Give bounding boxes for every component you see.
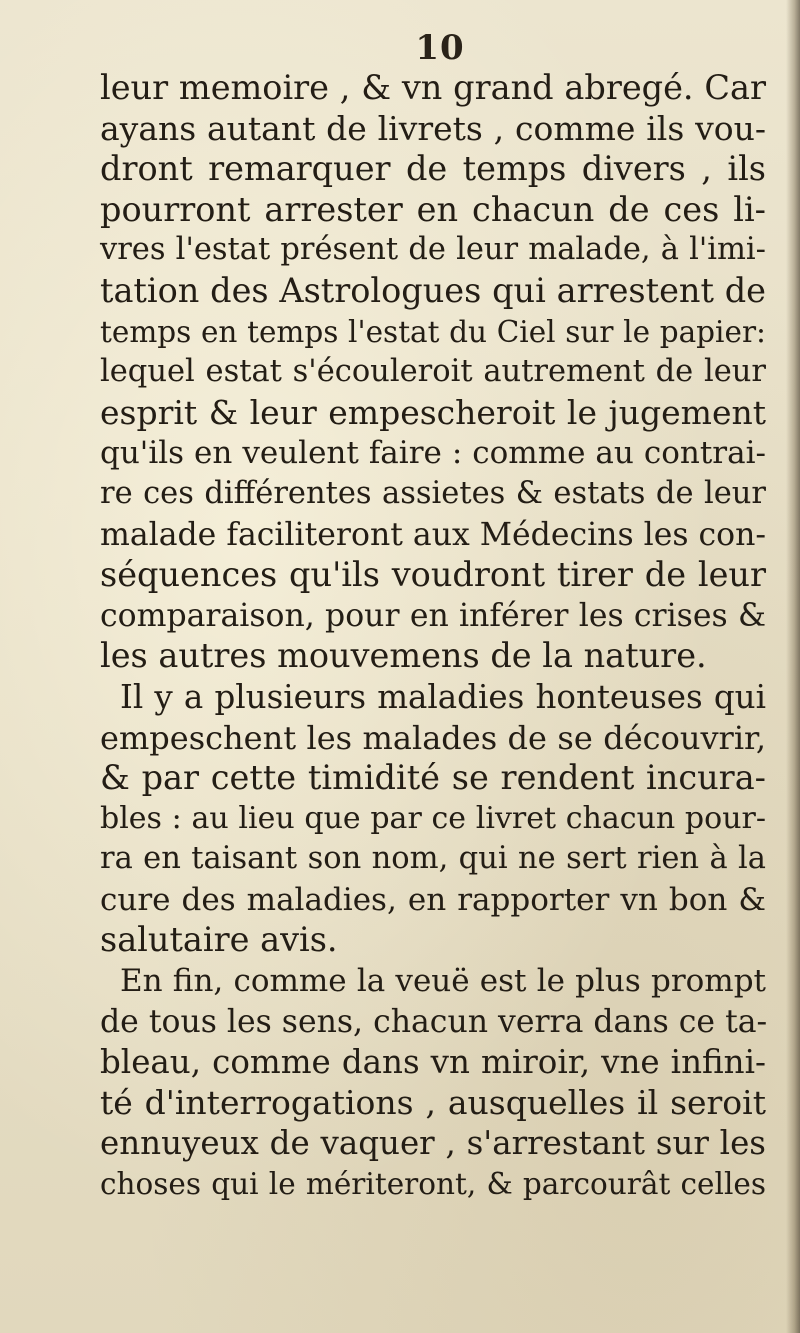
text-line: temps en temps l'estat du Ciel sur le papier:: [100, 314, 766, 349]
text-line: En fin, comme la veuë est le plus prompt: [120, 963, 766, 1000]
paragraph-3: [100, 961, 766, 1205]
text-line: té d'interrogations , ausquelles il seroit: [100, 1082, 766, 1122]
text-line: bleau, comme dans vn miroir, vne infini-: [100, 1043, 766, 1082]
text-line: comparaison, pour en inférer les crises &: [100, 597, 766, 634]
text-line: cure des maladies, en rapporter vn bon &: [100, 881, 766, 918]
text-line: choses qui le mériteront, & parcourât celles: [100, 1167, 766, 1202]
text-line: tation des Astrologues qui arrestent de: [100, 270, 766, 310]
text-line: qu'ils en veulent faire : comme au contrai-: [100, 435, 766, 472]
text-line: esprit & leur empescheroit le jugement: [100, 392, 766, 432]
body-text: [100, 68, 766, 1205]
text-line: re ces différentes assietes & estats de leur: [100, 475, 766, 511]
text-line: salutaire avis.: [100, 920, 338, 960]
text-line: bles : au lieu que par ce livret chacun pour-: [100, 800, 766, 836]
text-line: ra en taisant son nom, qui ne sert rien à la: [100, 841, 766, 877]
text-line: vres l'estat présent de leur malade, à l'imi-: [100, 232, 766, 268]
text-line: dront remarquer de temps divers , ils: [100, 149, 766, 189]
page-number: 10: [415, 28, 465, 68]
text-line: lequel estat s'écouleroit autrement de leur: [100, 354, 766, 390]
text-line: leur memoire , & vn grand abregé. Car: [100, 68, 766, 107]
paragraph-1: [100, 68, 766, 677]
text-line: malade faciliteront aux Médecins les con-: [100, 516, 767, 553]
text-line: empeschent les malades de se découvrir,: [100, 718, 766, 757]
text-line: les autres mouvemens de la nature.: [100, 636, 707, 676]
text-line: ennuyeux de vaquer , s'arrestant sur les: [100, 1124, 766, 1163]
text-line: & par cette timidité se rendent incura-: [100, 758, 766, 798]
text-line: Il y a plusieurs maladies honteuses qui: [120, 677, 766, 716]
text-line: pourront arrester en chacun de ces li-: [100, 189, 766, 229]
text-line: de tous les sens, chacun verra dans ce ta-: [100, 1003, 768, 1040]
page-edge-shadow: [786, 0, 800, 1333]
paragraph-2: [100, 677, 766, 961]
text-line: ayans autant de livrets , comme ils vou-: [100, 108, 766, 148]
text-line: séquences qu'ils voudront tirer de leur: [100, 555, 766, 595]
